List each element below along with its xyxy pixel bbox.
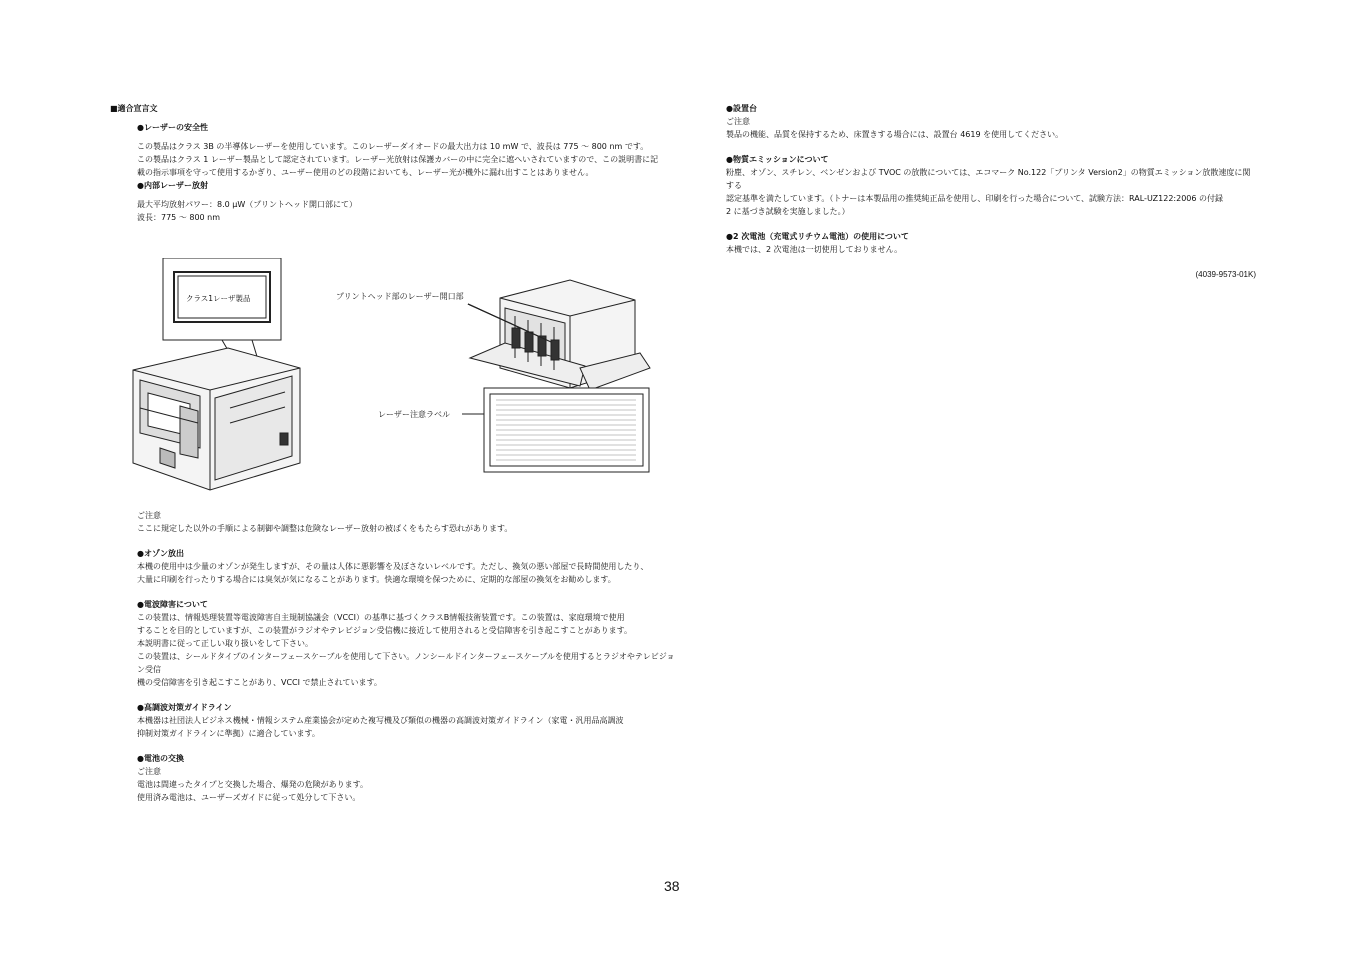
internal-laser-line: 波長：775 〜 800 nm (137, 213, 221, 222)
emission-heading: ●物質エミッションについて (726, 155, 829, 164)
ozone-line: 本機の使用中は少量のオゾンが発生しますが、その量は人体に悪影響を及ぼさないレベルです。ただし、換気の悪い部屋で長時間使用したり、 (137, 562, 649, 571)
emission-line: 認定基準を満たしています。（トナーは本製品用の推奨純正品を使用し、印刷を行った場合について、試験方法：RAL-UZ122:2006 の付録 (726, 194, 1224, 203)
internal-laser-heading: ●内部レーザー放射 (137, 181, 208, 190)
harmonics-line: 抑制対策ガイドラインに準拠）に適合しています。 (137, 729, 320, 738)
class-laser-label: クラス1レーザ製品 (186, 294, 251, 303)
laser-safety-heading: ●レーザーの安全性 (137, 123, 208, 132)
stand-heading: ●設置台 (726, 104, 757, 113)
ozone-line: 大量に印刷を行ったりする場合には臭気が気になることがあります。快適な環境を保つために、定期的な部屋の換気をお勧めします。 (137, 575, 616, 584)
stand-caution: ご注意 (726, 117, 750, 126)
laser-section (110, 115, 680, 224)
stand-text: 製品の機能、品質を保持するため、床置きする場合には、設置台 4619 を使用してください。 (726, 130, 1064, 139)
laser-label-figure (0, 258, 700, 503)
document-reference: (4039-9573-01K) (1195, 270, 1256, 279)
printhead-callout: プリントヘッド部のレーザー開口部 (336, 292, 464, 301)
battery-line: 使用済み電池は、ユーザーズガイドに従って処分して下さい。 (137, 793, 361, 802)
emi-line: この装置は、シールドタイプのインターフェースケーブルを使用して下さい。ノンシールドインターフェースケーブルを使用するとラジオやテレビジョン受信 (137, 652, 675, 674)
ozone-heading: ●オゾン放出 (137, 549, 184, 558)
emission-line: 2 に基づき試験を実施しました。） (726, 207, 850, 216)
laser-safety-line: 載の指示事項を守って使用するかぎり、ユーザー使用のどの段階においても、レーザー光が機外に漏れ出すことはありません。 (137, 168, 594, 177)
lower-sections (110, 503, 680, 804)
emission-line: 粉塵、オゾン、スチレン、ベンゼンおよび TVOC の放散については、エコマーク No.122「プリンタ Version2」の物質エミッション放散速度に関する (726, 168, 1251, 190)
page-number: 38 (664, 878, 680, 894)
section-title: ■適合宣言文 (110, 104, 158, 113)
emi-line: 本説明書に従って正しい取り扱いをして下さい。 (137, 639, 313, 648)
emi-line: することを目的としていますが、この装置がラジオやテレビジョン受信機に接近して使用されると受信障害を引き起こすことがあります。 (137, 626, 633, 635)
emi-line: 機の受信障害を引き起こすことがあり、VCCI で禁止されています。 (137, 678, 382, 687)
secondary-battery-text: 本機では、2 次電池は一切使用しておりません。 (726, 245, 903, 254)
battery-heading: ●電池の交換 (137, 754, 184, 763)
internal-laser-line: 最大平均放射パワー：8.0 μW（プリントヘッド開口部にて） (137, 200, 357, 209)
left-column (110, 102, 680, 804)
harmonics-line: 本機器は社団法人ビジネス機械・情報システム産業協会が定めた複写機及び類似の機器の高調波対策ガイドライン（家電・汎用品高調波 (137, 716, 624, 725)
battery-line: 電池は間違ったタイプと交換した場合、爆発の危険があります。 (137, 780, 368, 789)
secondary-battery-heading: ●2 次電池（充電式リチウム電池）の使用について (726, 232, 909, 241)
right-column (726, 102, 1256, 281)
laser-label-callout: レーザー注意ラベル (378, 410, 450, 419)
caution-title: ご注意 (137, 511, 161, 520)
harmonics-heading: ●高調波対策ガイドライン (137, 703, 232, 712)
emi-heading: ●電波障害について (137, 600, 208, 609)
emi-line: この装置は、情報処理装置等電波障害自主規制協議会（VCCI）の基準に基づくクラスB情報技術装置です。この装置は、家庭環境で使用 (137, 613, 625, 622)
battery-caution: ご注意 (137, 767, 161, 776)
laser-safety-line: この製品はクラス 3B の半導体レーザーを使用しています。このレーザーダイオードの最大出力は 10 mW で、波長は 775 〜 800 nm です。 (137, 142, 649, 151)
caution-text: ここに規定した以外の手順による制御や調整は危険なレーザー放射の被ばくをもたらす恐れがあります。 (137, 524, 513, 533)
laser-safety-line: この製品はクラス 1 レーザー製品として認定されています。レーザー光放射は保護カバーの中に完全に遮へいされていますので、この説明書に記 (137, 155, 659, 164)
